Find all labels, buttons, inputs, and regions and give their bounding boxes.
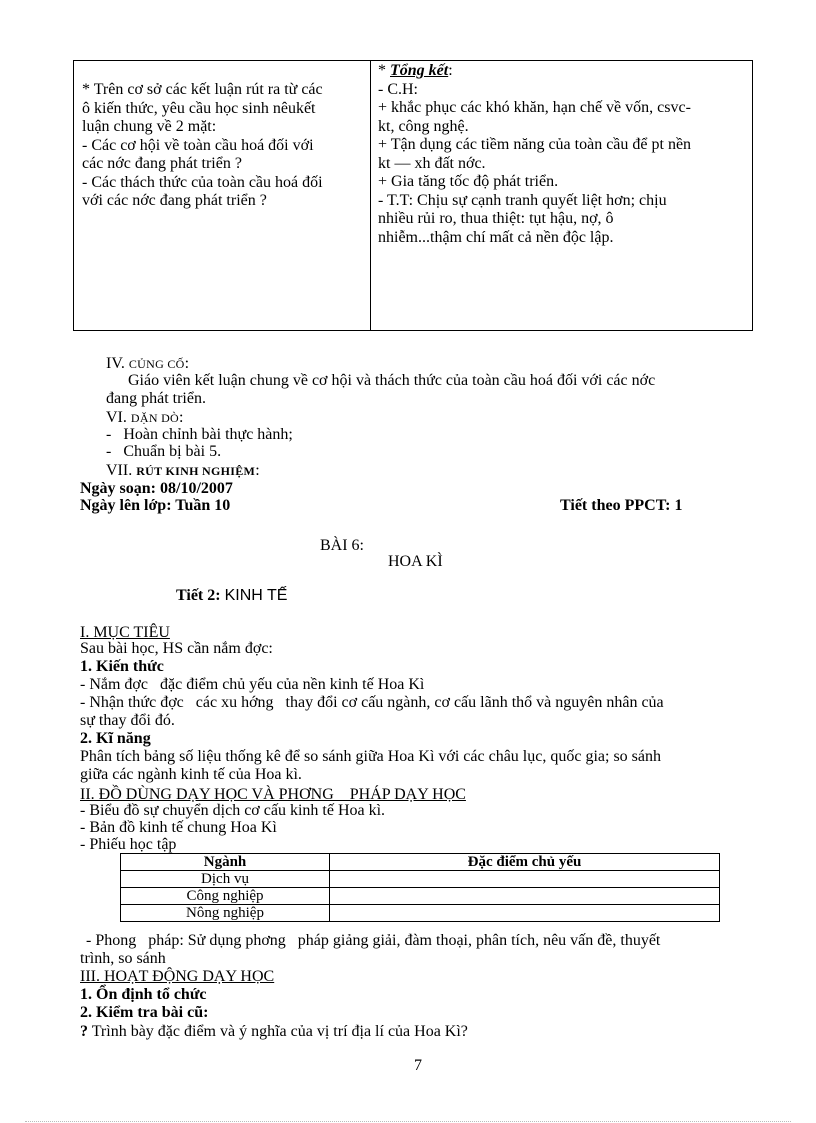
teaching-date: Ngày lên lớp: Tuần 10 xyxy=(80,497,231,514)
sector-cell: Công nghiệp xyxy=(121,888,330,905)
section-colon: : xyxy=(179,409,184,426)
activity-cell xyxy=(82,81,366,211)
content-line: + Gia tăng tốc độ phát triển. xyxy=(378,173,559,190)
summary-star: * xyxy=(378,62,390,79)
summary-title: Tổng kết xyxy=(390,62,449,79)
section-title: RÚT KINH NGHIỆM xyxy=(136,464,256,478)
table-row xyxy=(121,905,720,922)
paragraph-line: sự thay đổi đó. xyxy=(80,712,175,729)
section-rut-kinh-nghiem-heading xyxy=(106,462,260,480)
section-title: CỦNG CỐ xyxy=(128,357,185,371)
question-text: Trình bày đặc điểm và ý nghĩa của vị trí địa lí của Hoa Kì? xyxy=(88,1023,468,1040)
list-item: - Chuẩn bị bài 5. xyxy=(106,443,222,460)
content-line: kt — xh đất nớc. xyxy=(378,154,486,172)
page-separator xyxy=(25,1121,791,1122)
paragraph-line: - Nắm đợc đặc điểm chủ yếu của nền kinh tế Hoa Kì xyxy=(80,676,425,693)
summary-colon: : xyxy=(448,62,453,79)
paragraph-line: Sau bài học, HS cần nắm đợc: xyxy=(80,640,273,657)
review-question xyxy=(80,1023,468,1041)
subsection-review: 2. Kiểm tra bài cũ: xyxy=(80,1004,209,1021)
paragraph-line: - Phong pháp: Sử dụng phơng pháp giảng giải, đàm thoại, phân tích, nêu vấn đề, thuyết xyxy=(82,932,661,949)
summary-heading xyxy=(378,62,750,81)
section-dan-do-heading xyxy=(106,409,183,427)
table-header-row xyxy=(121,854,720,871)
content-line: + khắc phục các khó khăn, hạn chế về vốn, csvc- xyxy=(378,99,691,116)
paragraph-line: Giáo viên kết luận chung về cơ hội và thách thức của toàn cầu hoá đối với các nớc xyxy=(128,372,656,389)
characteristics-cell xyxy=(330,905,720,922)
table-divider xyxy=(370,61,371,330)
section-activities: III. HOẠT ĐỘNG DẠY HỌC xyxy=(80,968,275,985)
worksheet-table xyxy=(120,853,720,922)
section-cung-co-heading xyxy=(106,355,189,373)
sector-cell: Nông nghiệp xyxy=(121,905,330,922)
section-number: VI. xyxy=(106,409,131,426)
list-item: - Bản đồ kinh tế chung Hoa Kì xyxy=(80,819,277,836)
section-objectives: I. MỤC TIÊU xyxy=(80,624,170,641)
subsection-skills: 2. Kĩ năng xyxy=(80,730,151,747)
characteristics-cell xyxy=(330,871,720,888)
paragraph-line: - Nhận thức đợc các xu hớng thay đổi cơ cấu ngành, cơ cấu lãnh thổ và nguyên nhân của xyxy=(80,694,664,711)
period-number: Tiết theo PPCT: 1 xyxy=(560,497,683,514)
lesson-title: HOA KÌ xyxy=(388,553,443,570)
summary-table xyxy=(73,60,753,331)
table-row xyxy=(121,871,720,888)
subsection-organization: 1. Ổn định tổ chức xyxy=(80,986,207,1003)
question-mark: ? xyxy=(80,1023,88,1040)
table-row xyxy=(121,888,720,905)
section-number: IV. xyxy=(106,355,129,372)
period-heading xyxy=(176,587,287,605)
activity-line: ô kiến thức, yêu cầu học sinh nêukết xyxy=(82,99,316,117)
sector-cell: Dịch vụ xyxy=(121,871,330,888)
list-item: - Biểu đồ sự chuyển dịch cơ cấu kinh tế Hoa kì. xyxy=(80,802,386,819)
content-cell xyxy=(378,62,750,247)
content-line: kt, công nghệ. xyxy=(378,117,469,135)
section-colon: : xyxy=(255,462,260,479)
activity-line: - Các cơ hội về toàn cầu hoá đối với xyxy=(82,136,314,154)
activity-line: các nớc đang phát triển ? xyxy=(82,155,242,172)
list-item: - Hoàn chỉnh bài thực hành; xyxy=(106,426,293,443)
activity-line: luận chung về 2 mặt: xyxy=(82,118,217,135)
lesson-number: BÀI 6: xyxy=(320,537,364,554)
period-title: KINH TẾ xyxy=(224,587,288,604)
activity-line: - Các thách thức của toàn cầu hoá đối xyxy=(82,173,323,191)
paragraph-line: Phân tích bảng số liệu thống kê để so sánh giữa Hoa Kì với các châu lục, quốc gia; so sánh xyxy=(80,748,661,765)
content-line: nhiễm...thậm chí mất cả nền độc lập. xyxy=(378,228,614,246)
period-label: Tiết 2: xyxy=(176,587,225,604)
content-line: + Tận dụng các tiềm năng của toàn cầu để pt nền xyxy=(378,136,692,153)
activity-line: * Trên cơ sở các kết luận rút ra từ các xyxy=(82,81,323,98)
content-line: - C.H: xyxy=(378,80,418,98)
activity-line: với các nớc đang phát triển ? xyxy=(82,192,267,209)
subsection-knowledge: 1. Kiến thức xyxy=(80,658,164,675)
content-line: - T.T: Chịu sự cạnh tranh quyết liệt hơn; chịu xyxy=(378,191,667,209)
preparation-date: Ngày soạn: 08/10/2007 xyxy=(80,480,233,497)
header-characteristics: Đặc điểm chủ yếu xyxy=(330,854,720,871)
section-title: DẶN DÒ xyxy=(130,411,180,425)
section-number: VII. xyxy=(106,462,137,479)
section-colon: : xyxy=(184,355,190,372)
header-sector: Ngành xyxy=(121,854,330,871)
section-materials: II. ĐỒ DÙNG DẠY HỌC VÀ PHƠNG PHÁP DẠY HỌC xyxy=(80,786,466,803)
paragraph-line: đang phát triển. xyxy=(106,390,206,407)
page-number: 7 xyxy=(414,1057,422,1074)
paragraph-line: giữa các ngành kinh tế của Hoa kì. xyxy=(80,766,302,783)
list-item: - Phiếu học tập xyxy=(80,836,177,853)
content-line: nhiều rủi ro, thua thiệt: tụt hậu, nợ, ô xyxy=(378,210,614,227)
paragraph-line: trình, so sánh xyxy=(80,950,166,967)
characteristics-cell xyxy=(330,888,720,905)
